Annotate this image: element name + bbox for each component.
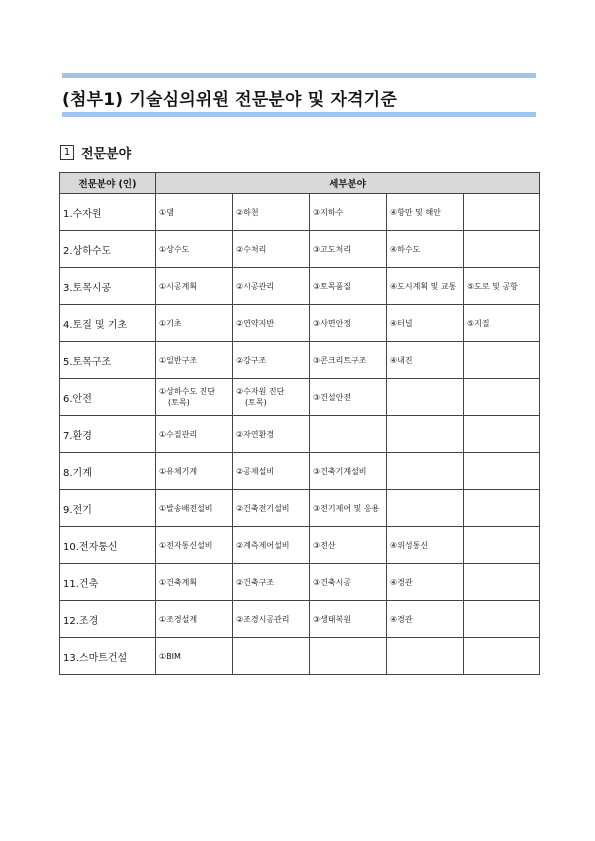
title-rule-bottom xyxy=(62,112,536,117)
detail-text: ①유체기계 xyxy=(159,466,198,476)
field-name-cell: 2.상하수도 xyxy=(60,231,156,268)
detail-text: ②조경시공관리 xyxy=(236,614,290,624)
detail-cell xyxy=(156,490,233,527)
detail-cell xyxy=(310,453,387,490)
detail-cell xyxy=(387,194,464,231)
section-number-box: 1 xyxy=(60,145,74,160)
detail-cell xyxy=(464,601,540,638)
detail-text: ②건축전기설비 xyxy=(236,503,290,513)
header-field: 전문분야 (인) xyxy=(60,173,156,194)
detail-cell xyxy=(310,268,387,305)
detail-text: ②강구조 xyxy=(236,355,267,365)
table-row xyxy=(60,601,540,638)
field-name-cell: 4.토질 및 기초 xyxy=(60,305,156,342)
detail-text: ③건축시공 xyxy=(313,577,352,587)
detail-text: ②하천 xyxy=(236,207,259,217)
field-name-cell: 11.건축 xyxy=(60,564,156,601)
detail-text: ④경관 xyxy=(390,614,413,624)
detail-cell xyxy=(464,342,540,379)
detail-cell xyxy=(156,268,233,305)
detail-text: ③건설안전 xyxy=(313,392,352,402)
detail-text: ②자연환경 xyxy=(236,429,275,439)
table-row xyxy=(60,379,540,416)
detail-cell xyxy=(464,268,540,305)
table-row xyxy=(60,194,540,231)
detail-cell xyxy=(233,601,310,638)
detail-cell xyxy=(387,601,464,638)
detail-text: ⑤도로 및 공항 xyxy=(467,281,518,291)
detail-cell xyxy=(156,305,233,342)
table-row xyxy=(60,305,540,342)
detail-text-line2: (토목) xyxy=(168,398,190,407)
detail-cell xyxy=(387,564,464,601)
detail-cell xyxy=(387,416,464,453)
detail-text: ③건축기계설비 xyxy=(313,466,367,476)
table-row xyxy=(60,564,540,601)
detail-cell xyxy=(387,638,464,675)
table-row xyxy=(60,268,540,305)
detail-cell xyxy=(310,342,387,379)
section-heading xyxy=(60,143,131,162)
detail-text: ②수처리 xyxy=(236,244,267,254)
detail-text: ④경관 xyxy=(390,577,413,587)
detail-cell xyxy=(156,194,233,231)
detail-cell xyxy=(387,490,464,527)
detail-cell xyxy=(464,231,540,268)
detail-text: ②수자원 진단 xyxy=(236,387,285,396)
detail-text: ④터널 xyxy=(390,318,413,328)
detail-cell xyxy=(156,564,233,601)
detail-cell xyxy=(387,342,464,379)
detail-cell xyxy=(233,453,310,490)
detail-cell xyxy=(233,416,310,453)
detail-cell xyxy=(310,416,387,453)
detail-cell xyxy=(156,231,233,268)
detail-cell xyxy=(233,490,310,527)
detail-cell xyxy=(233,564,310,601)
detail-text: ②공제설비 xyxy=(236,466,275,476)
table-row xyxy=(60,638,540,675)
field-name-cell: 9.전기 xyxy=(60,490,156,527)
detail-cell xyxy=(464,305,540,342)
field-name-cell: 5.토목구조 xyxy=(60,342,156,379)
table-body xyxy=(60,194,540,675)
detail-cell xyxy=(464,564,540,601)
detail-text: ①발송배전설비 xyxy=(159,503,213,513)
field-name-cell: 12.조경 xyxy=(60,601,156,638)
detail-text: ①건축계획 xyxy=(159,577,198,587)
detail-cell xyxy=(156,416,233,453)
detail-cell xyxy=(233,305,310,342)
detail-cell xyxy=(387,527,464,564)
detail-cell xyxy=(310,601,387,638)
detail-text: ③사면안정 xyxy=(313,318,352,328)
detail-cell xyxy=(464,490,540,527)
field-name-cell: 6.안전 xyxy=(60,379,156,416)
detail-cell xyxy=(464,453,540,490)
field-name-cell: 3.토목시공 xyxy=(60,268,156,305)
detail-text: ①일반구조 xyxy=(159,355,198,365)
detail-cell xyxy=(310,194,387,231)
detail-cell xyxy=(387,305,464,342)
detail-text: ③토목품질 xyxy=(313,281,352,291)
detail-cell xyxy=(464,527,540,564)
detail-cell xyxy=(156,527,233,564)
field-name-cell: 1.수자원 xyxy=(60,194,156,231)
detail-text: ③전기제어 및 응용 xyxy=(313,503,380,513)
detail-cell xyxy=(387,268,464,305)
detail-text: ①전자통신설비 xyxy=(159,540,213,550)
detail-text: ①조경설계 xyxy=(159,614,198,624)
field-name-cell: 13.스마트건설 xyxy=(60,638,156,675)
table-row xyxy=(60,342,540,379)
table-row xyxy=(60,490,540,527)
detail-cell xyxy=(387,379,464,416)
detail-text: ①기초 xyxy=(159,318,182,328)
detail-text: ⑤지질 xyxy=(467,318,490,328)
detail-text: ③지하수 xyxy=(313,207,344,217)
table-row xyxy=(60,527,540,564)
detail-text: ④내진 xyxy=(390,355,413,365)
detail-text: ②시공관리 xyxy=(236,281,275,291)
field-name-cell: 10.전자통신 xyxy=(60,527,156,564)
detail-cell xyxy=(310,638,387,675)
detail-cell xyxy=(233,268,310,305)
detail-cell xyxy=(156,601,233,638)
detail-cell xyxy=(233,527,310,564)
title-band xyxy=(62,73,536,117)
detail-cell xyxy=(464,379,540,416)
detail-text: ①댐 xyxy=(159,207,174,217)
detail-cell xyxy=(464,638,540,675)
detail-cell xyxy=(464,194,540,231)
detail-text: ①상수도 xyxy=(159,244,190,254)
detail-cell xyxy=(233,342,310,379)
detail-text: ②계측제어설비 xyxy=(236,540,290,550)
detail-text: ③전산 xyxy=(313,540,336,550)
table-header-row xyxy=(60,173,540,194)
detail-cell xyxy=(156,453,233,490)
detail-text: ①상하수도 진단 xyxy=(159,387,216,396)
section-label: 전문분야 xyxy=(81,147,132,162)
detail-cell xyxy=(156,638,233,675)
detail-text: ②건축구조 xyxy=(236,577,275,587)
page-title: (첨부1) 기술심의위원 전문분야 및 자격기준 xyxy=(62,90,398,110)
detail-text: ③콘크리트구조 xyxy=(313,355,367,365)
field-name-cell: 8.기계 xyxy=(60,453,156,490)
detail-cell xyxy=(464,416,540,453)
detail-cell xyxy=(156,342,233,379)
detail-cell xyxy=(310,231,387,268)
table-row xyxy=(60,416,540,453)
detail-cell xyxy=(233,638,310,675)
detail-cell xyxy=(310,490,387,527)
detail-text: ④위성통신 xyxy=(390,540,429,550)
detail-cell xyxy=(310,305,387,342)
title-rule-top xyxy=(62,73,536,78)
detail-cell xyxy=(233,231,310,268)
detail-text: ①수질관리 xyxy=(159,429,198,439)
detail-text: ②연약지반 xyxy=(236,318,275,328)
detail-cell xyxy=(310,527,387,564)
detail-cell xyxy=(233,379,310,416)
detail-cell xyxy=(387,453,464,490)
detail-cell xyxy=(310,564,387,601)
detail-text: ①BIM xyxy=(159,651,181,661)
detail-text: ④도시계획 및 교통 xyxy=(390,281,457,291)
field-name-cell: 7.환경 xyxy=(60,416,156,453)
detail-text: ④하수도 xyxy=(390,244,421,254)
detail-text: ③생태복원 xyxy=(313,614,352,624)
detail-text: ①시공계획 xyxy=(159,281,198,291)
detail-text-line2: (토목) xyxy=(245,398,267,407)
table-row xyxy=(60,231,540,268)
detail-cell xyxy=(387,231,464,268)
field-table xyxy=(59,172,540,675)
detail-cell xyxy=(310,379,387,416)
detail-text: ④항만 및 해안 xyxy=(390,207,441,217)
detail-text: ③고도처리 xyxy=(313,244,352,254)
detail-cell xyxy=(233,194,310,231)
header-detail: 세부분야 xyxy=(156,173,540,194)
table-row xyxy=(60,453,540,490)
detail-cell xyxy=(156,379,233,416)
